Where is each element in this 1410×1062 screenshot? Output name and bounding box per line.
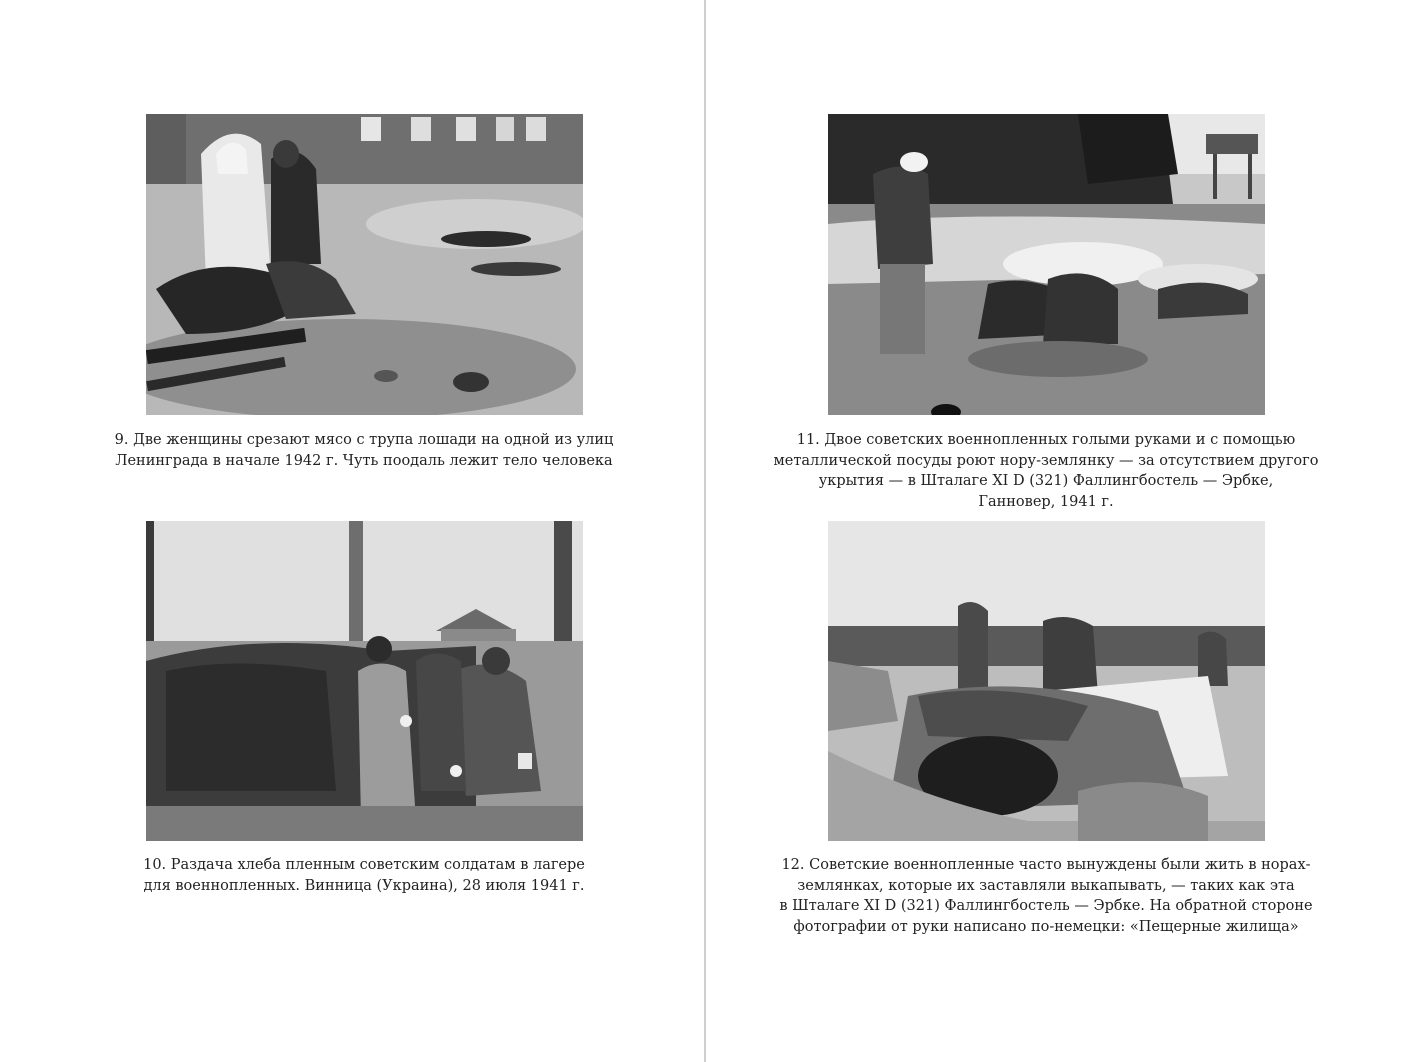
caption-figure-9 (84, 430, 644, 471)
caption-figure-11 (766, 430, 1326, 512)
caption-line: Ганновер, 1941 г. (978, 493, 1114, 510)
photo-11-pows-digging (828, 114, 1265, 415)
caption-line: для военнопленных. Винница (Украина), 28 июля 1941 г. (143, 877, 585, 894)
caption-line: 10. Раздача хлеба пленным советским солдатам в лагере (143, 857, 585, 873)
caption-line: землянках, которые их заставляли выкапывать, — таких как эта (797, 877, 1295, 894)
caption-figure-12 (766, 855, 1326, 937)
caption-line: 9. Две женщины срезают мясо с трупа лошади на одной из улиц (114, 432, 614, 448)
photo-12-dugout-shelters (828, 521, 1265, 841)
caption-figure-10 (84, 855, 644, 896)
caption-line: металлической посуды роют нору-землянку — за отсутствием другого (773, 452, 1319, 469)
caption-line: Ленинграда в начале 1942 г. Чуть поодаль лежит тело человека (115, 452, 613, 469)
photo-10-bread-distribution (146, 521, 583, 841)
caption-line: в Шталаге XI D (321) Фаллингбостель — Эрбке. На обратной стороне (779, 898, 1313, 914)
caption-line: фотографии от руки написано по-немецки: «Пещерные жилища» (793, 918, 1299, 935)
caption-line: 12. Советские военнопленные часто вынуждены были жить в норах- (781, 857, 1311, 873)
page-spread-divider (704, 0, 706, 1062)
caption-line: 11. Двое советских военнопленных голыми руками и с помощью (796, 432, 1296, 448)
caption-line: укрытия — в Шталаге XI D (321) Фаллингбостель — Эрбке, (818, 473, 1274, 489)
photo-9-leningrad-street (146, 114, 583, 415)
